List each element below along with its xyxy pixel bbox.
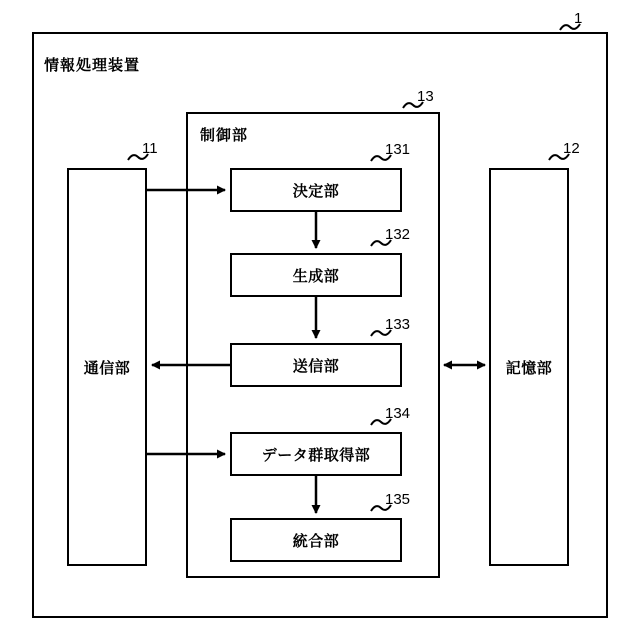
outer-apparatus-title: 情報処理装置: [44, 57, 141, 74]
integration-unit-ref: 135: [385, 491, 411, 508]
decision-unit-label: 決定部: [292, 182, 340, 200]
storage-unit-label: 記憶部: [505, 359, 553, 377]
integration-unit-label: 統合部: [292, 532, 340, 550]
transmission-unit-ref: 133: [385, 316, 411, 333]
data-group-acquisition-unit-label: データ群取得部: [261, 446, 371, 464]
communication-unit-ref: 11: [142, 140, 158, 157]
generation-unit-ref: 132: [385, 226, 411, 243]
storage-unit-ref: 12: [563, 140, 580, 157]
decision-unit-ref: 131: [385, 141, 411, 158]
data-group-acquisition-unit-ref: 134: [385, 405, 411, 422]
generation-unit-label: 生成部: [292, 267, 340, 285]
control-unit-ref: 13: [417, 88, 434, 105]
outer-apparatus-ref: 1: [574, 10, 583, 27]
control-unit-label: 制御部: [200, 127, 249, 144]
transmission-unit-label: 送信部: [292, 357, 340, 375]
communication-unit-label: 通信部: [83, 359, 131, 377]
